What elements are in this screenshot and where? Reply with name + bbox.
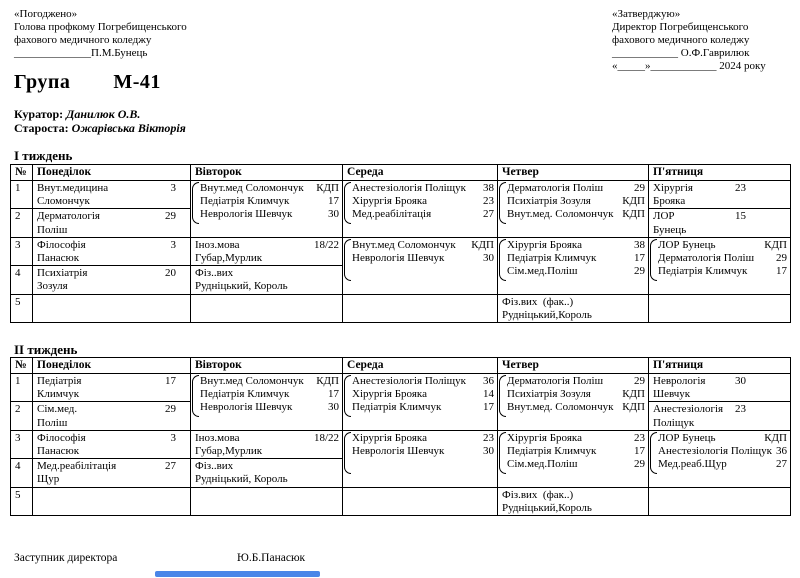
row-number-cell: 4	[11, 459, 33, 487]
lesson-text: Губар,Мурлик	[195, 445, 263, 458]
lesson-text: Поліщук	[653, 416, 695, 429]
lesson-text: Педіатрія	[37, 375, 82, 387]
lesson-room: КДП	[471, 238, 494, 251]
lesson-room: 38	[634, 238, 645, 251]
lesson-room: 18/22	[313, 431, 339, 444]
lesson-text: Внут.медицина	[37, 182, 109, 194]
lesson-cell	[33, 402, 191, 430]
lesson-text: Педіатрія Климчук	[507, 252, 597, 265]
approval-block-left	[14, 8, 187, 60]
lesson-text: Внут.мед Соломончук	[200, 182, 304, 194]
lesson-text: Дерматологія Поліш	[658, 252, 755, 265]
lesson-text: Неврологія	[653, 375, 706, 387]
curator-name: Данилюк О.В.	[66, 107, 141, 121]
group-brace-mark	[344, 182, 351, 224]
lesson-text: Психіатрія	[37, 267, 88, 280]
lesson-cell	[343, 487, 498, 515]
lesson-room: 3	[170, 238, 176, 251]
lesson-text: Неврологія Шевчук	[200, 401, 293, 414]
lesson-cell	[649, 430, 791, 487]
lesson-text: Хірургія Брояка	[352, 431, 427, 444]
lesson-room: КДП	[622, 208, 645, 221]
lesson-text: Неврологія Шевчук	[200, 208, 293, 221]
lesson-text: Анестезіологія Поліщук	[352, 182, 466, 194]
lesson-text: Фіз.вих (фак..)	[502, 488, 574, 501]
lesson-room: 3	[170, 431, 176, 444]
lesson-cell	[191, 430, 343, 458]
lesson-text: Зозуля	[37, 280, 68, 293]
lesson-room: 29	[165, 210, 176, 223]
lesson-cell	[191, 459, 343, 487]
lesson-text: Педіатрія Климчук	[200, 388, 290, 401]
lesson-room: 30	[328, 401, 339, 414]
day-header: Середа	[343, 165, 498, 181]
lesson-text: Сломончук	[37, 195, 90, 208]
lesson-text: Брояка	[653, 195, 686, 208]
lesson-cell	[498, 181, 649, 238]
curator-label: Куратор:	[14, 107, 64, 121]
lesson-text: Педіатрія Климчук	[507, 445, 597, 458]
group-brace-mark	[499, 375, 506, 417]
deputy-director-label: Заступник директора	[14, 552, 118, 564]
lesson-text: Хірургія	[653, 182, 693, 194]
curator-line	[14, 107, 140, 122]
lesson-cell	[498, 430, 649, 487]
lesson-cell	[343, 181, 498, 238]
group-brace-mark	[344, 239, 351, 281]
day-header: №	[11, 358, 33, 374]
group-brace-mark	[499, 239, 506, 281]
lesson-text: Філософія	[37, 431, 86, 444]
lesson-room: КДП	[764, 238, 787, 251]
scrollbar-thumb[interactable]	[155, 571, 320, 577]
lesson-room: 29	[634, 375, 645, 387]
lesson-room: 14	[483, 388, 494, 401]
lesson-text: Дерматологія	[37, 210, 100, 223]
lesson-text: Внут.мед Соломончук	[352, 238, 456, 251]
lesson-text: Щур	[37, 473, 60, 486]
lesson-cell	[33, 487, 191, 515]
lesson-room: 30	[735, 375, 746, 387]
lesson-room: 30	[483, 445, 494, 458]
lesson-room: 3	[170, 182, 176, 194]
lesson-cell	[33, 430, 191, 458]
lesson-cell	[191, 374, 343, 431]
lesson-text: Іноз.мова	[195, 431, 240, 444]
lesson-text: Мед.реабілітація	[352, 208, 432, 221]
approval-line: Голова профкому Погребищенського	[14, 21, 187, 33]
week-1-heading: І тиждень	[14, 148, 73, 163]
lesson-text: Внут.мед. Соломончук	[507, 401, 614, 414]
lesson-room: 23	[735, 403, 746, 416]
lesson-text: Хірургія Брояка	[507, 238, 582, 251]
lesson-room: 27	[776, 458, 787, 471]
lesson-room: 17	[634, 252, 645, 265]
lesson-room: 29	[634, 265, 645, 278]
lesson-room: 38	[483, 182, 494, 194]
lesson-cell	[498, 237, 649, 294]
group-brace-mark	[499, 432, 506, 474]
lesson-text: Рудніцький,Король	[502, 308, 592, 321]
lesson-cell	[649, 374, 791, 402]
deputy-director-name: Ю.Б.Панасюк	[237, 552, 306, 564]
group-name: М-41	[113, 71, 161, 93]
lesson-cell	[33, 237, 191, 265]
lesson-room: 23	[634, 431, 645, 444]
lesson-cell	[33, 181, 191, 209]
lesson-room: 29	[634, 182, 645, 194]
lesson-room: 29	[776, 252, 787, 265]
lesson-text: Іноз.мова	[195, 238, 240, 251]
group-brace-mark	[499, 182, 506, 224]
lesson-text: Хірургія Брояка	[352, 388, 427, 401]
day-header: Четвер	[498, 165, 649, 181]
lesson-cell	[649, 487, 791, 515]
lesson-cell	[649, 209, 791, 237]
lesson-text: Губар,Мурлик	[195, 252, 263, 265]
day-header: Середа	[343, 358, 498, 374]
lesson-text: Дерматологія Поліш	[507, 182, 604, 194]
row-number-cell: 4	[11, 266, 33, 294]
group-brace-mark	[192, 182, 199, 224]
lesson-text: ЛОР Бунець	[658, 431, 716, 444]
signature-line: ____________ О.Ф.Гаврилюк	[612, 47, 750, 59]
lesson-text: Рудніцький, Король	[195, 280, 288, 293]
day-header: Понеділок	[33, 165, 191, 181]
lesson-cell	[498, 374, 649, 431]
lesson-text: Мед.реаб.Щур	[658, 458, 727, 471]
lesson-room: 17	[328, 388, 339, 401]
lesson-cell	[343, 430, 498, 487]
lesson-text: Філософія	[37, 238, 86, 251]
group-brace-mark	[192, 375, 199, 417]
row-number-cell: 5	[11, 487, 33, 515]
lesson-text: Анестезіологія Поліщук	[658, 445, 772, 458]
lesson-room: 30	[328, 208, 339, 221]
group-brace-mark	[344, 375, 351, 417]
lesson-room: КДП	[316, 182, 339, 194]
lesson-cell	[343, 374, 498, 431]
row-number-cell: 1	[11, 181, 33, 209]
lesson-cell	[33, 294, 191, 322]
lesson-text: Рудніцький, Король	[195, 473, 288, 486]
lesson-cell	[33, 209, 191, 237]
page-title	[14, 71, 161, 94]
lesson-room: 17	[483, 401, 494, 414]
starosta-label: Староста:	[14, 121, 69, 135]
lesson-room: 18/22	[313, 238, 339, 251]
lesson-text: Панасюк	[37, 252, 80, 265]
lesson-cell	[498, 294, 649, 322]
signature-line: ______________П.М.Бунець	[14, 47, 148, 59]
lesson-room: 27	[483, 208, 494, 221]
day-header: П'ятниця	[649, 165, 791, 181]
day-header: Понеділок	[33, 358, 191, 374]
approval-block-right	[612, 8, 766, 73]
lesson-text: Неврологія Шевчук	[352, 252, 445, 265]
lesson-room: 23	[735, 182, 746, 194]
row-number-cell: 3	[11, 430, 33, 458]
lesson-room: 30	[483, 252, 494, 265]
lesson-text: Хірургія Брояка	[507, 431, 582, 444]
lesson-text: Педіатрія Климчук	[200, 195, 290, 208]
approval-line: «Затверджую»	[612, 8, 681, 20]
lesson-room: 29	[165, 403, 176, 416]
lesson-text: Неврологія Шевчук	[352, 445, 445, 458]
approval-line: «Погоджено»	[14, 8, 78, 20]
lesson-room: 20	[165, 267, 176, 280]
lesson-text: Фіз..вих	[195, 267, 234, 280]
lesson-text: Сім.мед.Поліш	[507, 458, 578, 471]
lesson-cell	[33, 459, 191, 487]
lesson-text: Психіатрія Зозуля	[507, 195, 591, 208]
lesson-cell	[649, 181, 791, 209]
lesson-room: КДП	[622, 388, 645, 401]
lesson-text: Анестезіологія	[653, 403, 724, 416]
group-brace-mark	[650, 239, 657, 281]
lesson-room: КДП	[622, 195, 645, 208]
lesson-text: Сім.мед.	[37, 403, 78, 416]
lesson-cell	[649, 402, 791, 430]
lesson-cell	[191, 237, 343, 265]
lesson-cell	[191, 266, 343, 294]
lesson-cell	[498, 487, 649, 515]
day-header: Вівторок	[191, 165, 343, 181]
lesson-text: Шевчук	[653, 388, 691, 401]
lesson-room: 36	[483, 375, 494, 387]
lesson-room: 29	[634, 458, 645, 471]
approval-line: фахового медичного коледжу	[14, 34, 152, 46]
lesson-text: Дерматологія Поліш	[507, 375, 604, 387]
lesson-room: 23	[483, 431, 494, 444]
lesson-text: Внут.мед. Соломончук	[507, 208, 614, 221]
group-brace-mark	[344, 432, 351, 474]
starosta-line	[14, 121, 186, 136]
schedule-table-week-1	[10, 164, 791, 323]
date-line: «_____»____________ 2024 року	[612, 60, 766, 72]
lesson-room: 17	[328, 195, 339, 208]
lesson-text: Педіатрія Климчук	[352, 401, 442, 414]
approval-line: Директор Погребищенського	[612, 21, 749, 33]
lesson-room: 17	[634, 445, 645, 458]
row-number-cell: 1	[11, 374, 33, 402]
day-header: П'ятниця	[649, 358, 791, 374]
lesson-text: Психіатрія Зозуля	[507, 388, 591, 401]
lesson-text: Поліш	[37, 223, 68, 236]
lesson-text: ЛОР Бунець	[658, 238, 716, 251]
lesson-text: Сім.мед.Поліш	[507, 265, 578, 278]
week-2-heading: ІІ тиждень	[14, 342, 78, 357]
lesson-cell	[33, 374, 191, 402]
row-number-cell: 5	[11, 294, 33, 322]
schedule-table-week-2	[10, 357, 791, 516]
lesson-room: КДП	[316, 375, 339, 387]
lesson-text: Мед.реабілітація	[37, 460, 117, 473]
lesson-text: Поліш	[37, 416, 68, 429]
lesson-text: Внут.мед Соломончук	[200, 375, 304, 387]
day-header: Четвер	[498, 358, 649, 374]
lesson-cell	[191, 181, 343, 238]
lesson-text: Панасюк	[37, 445, 80, 458]
lesson-text: Анестезіологія Поліщук	[352, 375, 466, 387]
lesson-text: ЛОР	[653, 210, 675, 223]
lesson-cell	[191, 294, 343, 322]
lesson-room: 17	[776, 265, 787, 278]
lesson-room: КДП	[764, 431, 787, 444]
lesson-room: 23	[483, 195, 494, 208]
lesson-text: Педіатрія Климчук	[658, 265, 748, 278]
lesson-room: 36	[776, 445, 787, 458]
lesson-text: Хірургія Брояка	[352, 195, 427, 208]
lesson-room: 17	[165, 375, 176, 387]
lesson-cell	[343, 294, 498, 322]
row-number-cell: 2	[11, 209, 33, 237]
group-label: Група	[14, 71, 71, 93]
lesson-cell	[343, 237, 498, 294]
row-number-cell: 3	[11, 237, 33, 265]
lesson-cell	[649, 294, 791, 322]
lesson-cell	[649, 237, 791, 294]
lesson-room: 27	[165, 460, 176, 473]
lesson-text: Рудніцький,Король	[502, 501, 592, 514]
starosta-name: Ожарівська Вікторія	[71, 121, 186, 135]
lesson-cell	[33, 266, 191, 294]
group-brace-mark	[650, 432, 657, 474]
approval-line: фахового медичного коледжу	[612, 34, 750, 46]
day-header: Вівторок	[191, 358, 343, 374]
lesson-text: Бунець	[653, 223, 687, 236]
lesson-text: Фіз..вих	[195, 460, 234, 473]
row-number-cell: 2	[11, 402, 33, 430]
day-header: №	[11, 165, 33, 181]
lesson-room: КДП	[622, 401, 645, 414]
lesson-text: Климчук	[37, 388, 80, 401]
lesson-text: Фіз.вих (фак..)	[502, 295, 574, 308]
lesson-room: 15	[735, 210, 746, 223]
lesson-cell	[191, 487, 343, 515]
